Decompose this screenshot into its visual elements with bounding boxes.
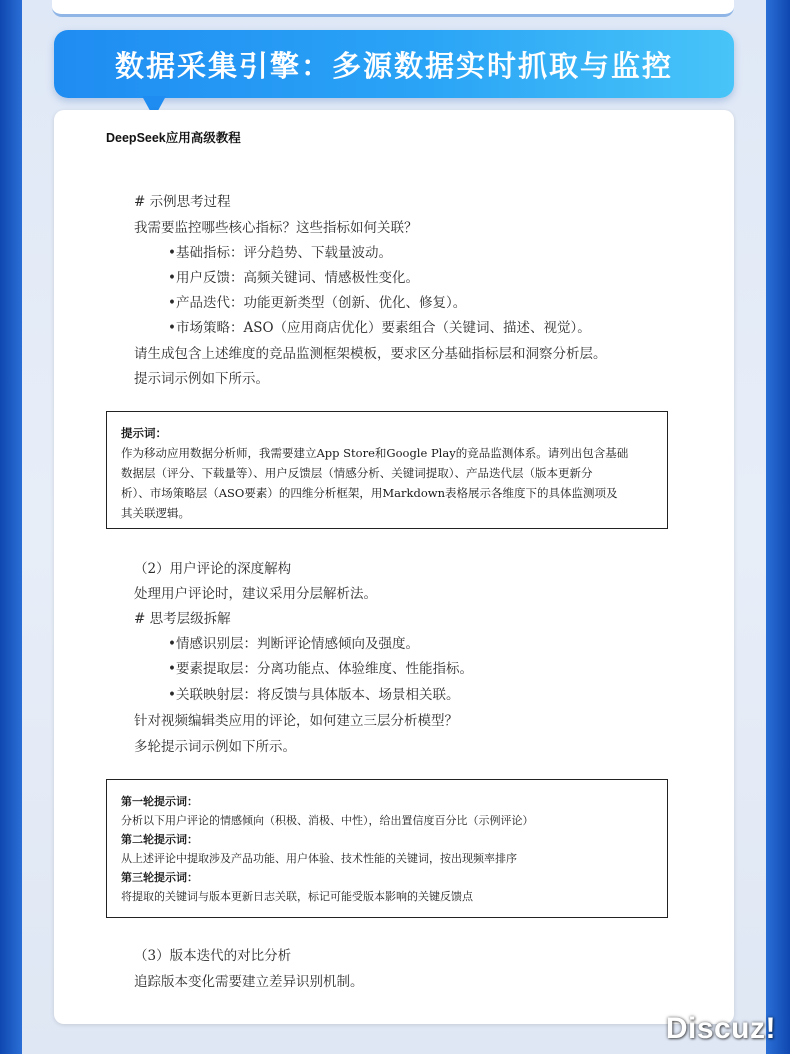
bullet-item: •产品迭代：功能更新类型（创新、优化、修复）。 <box>168 295 467 311</box>
paragraph-line: 我需要监控哪些核心指标？这些指标如何关联？ <box>134 220 418 236</box>
round2-title: 第二轮提示词： <box>121 833 198 846</box>
prompt-box-line: 析）、市场策略层（ASO要素）的四维分析框架，用Markdown表格展示各维度下的具体监测项及 <box>121 486 618 500</box>
section1-heading: # 示例思考过程 <box>134 194 231 210</box>
left-side-stripe <box>0 0 22 1054</box>
paragraph-line: 多轮提示词示例如下所示。 <box>134 739 296 755</box>
round3-text: 将提取的关键词与版本更新日志关联，标记可能受版本影响的关键反馈点 <box>121 890 473 903</box>
paragraph-line: 提示词示例如下所示。 <box>134 371 269 387</box>
prompt-box-line: 其关联逻辑。 <box>121 506 190 520</box>
round3-title: 第三轮提示词： <box>121 871 198 884</box>
prompt-box-line: 数据层（评分、下载量等）、用户反馈层（情感分析、关键词提取）、产品迭代层（版本更新分 <box>121 466 593 480</box>
prompt-box-line: 作为移动应用数据分析师，我需要建立App Store和Google Play的竞品监测体系。请列出包含基础 <box>121 446 629 460</box>
bullet-item: •要素提取层：分离功能点、体验维度、性能指标。 <box>168 661 473 677</box>
book-header: DeepSeek应用高级教程 <box>106 131 241 145</box>
round2-text: 从上述评论中提取涉及产品功能、用户体验、技术性能的关键词，按出现频率排序 <box>121 852 517 865</box>
paragraph-line: 针对视频编辑类应用的评论，如何建立三层分析模型？ <box>134 713 458 729</box>
bullet-item: •用户反馈：高频关键词、情感极性变化。 <box>168 270 419 286</box>
previous-card-edge <box>52 0 734 17</box>
round1-text: 分析以下用户评论的情感倾向（积极、消极、中性），给出置信度百分比（示例评论） <box>121 814 534 827</box>
round1-title: 第一轮提示词： <box>121 795 198 808</box>
paragraph-line: 追踪版本变化需要建立差异识别机制。 <box>134 974 364 990</box>
prompt-box-2 <box>106 779 668 918</box>
section2-heading: （2）用户评论的深度解构 <box>134 561 292 577</box>
bullet-item: •情感识别层：判断评论情感倾向及强度。 <box>168 636 419 652</box>
paragraph-line: # 思考层级拆解 <box>134 611 231 627</box>
book-page <box>54 110 734 1024</box>
section3-heading: （3）版本迭代的对比分析 <box>134 948 292 964</box>
prompt-box-title: 提示词： <box>121 426 167 440</box>
bullet-item: •市场策略：ASO（应用商店优化）要素组合（关键词、描述、视觉）。 <box>168 320 591 336</box>
bullet-item: •关联映射层：将反馈与具体版本、场景相关联。 <box>168 687 460 703</box>
bullet-item: •基础指标：评分趋势、下载量波动。 <box>168 245 392 261</box>
banner-title: 数据采集引擎：多源数据实时抓取与监控 <box>114 48 673 83</box>
paragraph-line: 请生成包含上述维度的竞品监测框架模板，要求区分基础指标层和洞察分析层。 <box>134 346 607 362</box>
forum-watermark: Discuz! <box>665 1012 776 1045</box>
section-banner <box>54 30 734 98</box>
paragraph-line: 处理用户评论时，建议采用分层解析法。 <box>134 586 377 602</box>
right-side-stripe <box>766 0 790 1054</box>
prompt-box-1 <box>106 411 668 529</box>
